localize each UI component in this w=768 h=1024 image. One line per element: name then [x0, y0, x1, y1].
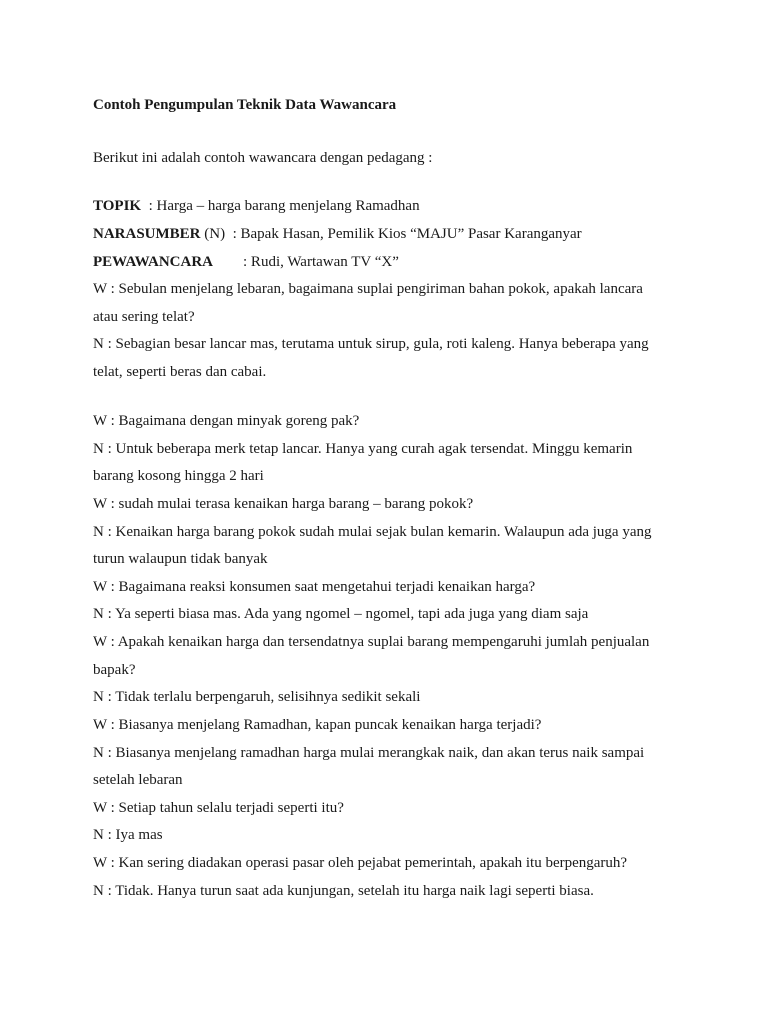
- dialogue-line: N : Ya seperti biasa mas. Ada yang ngomel – ngomel, tapi ada juga yang diam saja: [93, 606, 589, 622]
- pewawancara-value: : Rudi, Wartawan TV “X”: [213, 254, 399, 270]
- narasumber-value: (N) : Bapak Hasan, Pemilik Kios “MAJU” Pasar Karanganyar: [200, 226, 582, 242]
- dialogue-line: bapak?: [93, 662, 136, 678]
- dialogue-line: N : Untuk beberapa merk tetap lancar. Hanya yang curah agak tersendat. Minggu kemarin: [93, 441, 633, 457]
- topik-value: : Harga – harga barang menjelang Ramadhan: [141, 198, 420, 214]
- dialogue-line: atau sering telat?: [93, 309, 195, 325]
- dialogue-line: W : Apakah kenaikan harga dan tersendatnya suplai barang mempengaruhi jumlah penjualan: [93, 634, 650, 650]
- pewawancara-label: PEWAWANCARA: [93, 254, 214, 270]
- narasumber-line: [93, 225, 582, 243]
- dialogue-line: telat, seperti beras dan cabai.: [93, 364, 267, 380]
- dialogue-line: W : Sebulan menjelang lebaran, bagaimana suplai pengiriman bahan pokok, apakah lancara: [93, 281, 643, 297]
- narasumber-label: NARASUMBER: [93, 226, 201, 242]
- intro-text: Berikut ini adalah contoh wawancara dengan pedagang :: [93, 150, 433, 166]
- dialogue-line: N : Iya mas: [93, 827, 163, 843]
- dialogue-line: W : Bagaimana reaksi konsumen saat mengetahui terjadi kenaikan harga?: [93, 579, 536, 595]
- dialogue-line: N : Biasanya menjelang ramadhan harga mulai merangkak naik, dan akan terus naik sampai: [93, 745, 645, 761]
- dialogue-line: N : Kenaikan harga barang pokok sudah mulai sejak bulan kemarin. Walaupun ada juga yang: [93, 524, 652, 540]
- dialogue-line: W : Biasanya menjelang Ramadhan, kapan puncak kenaikan harga terjadi?: [93, 717, 542, 733]
- dialogue-line: W : Bagaimana dengan minyak goreng pak?: [93, 413, 360, 429]
- dialogue-line: W : sudah mulai terasa kenaikan harga barang – barang pokok?: [93, 496, 474, 512]
- dialogue-line: barang kosong hingga 2 hari: [93, 468, 264, 484]
- topik-label: TOPIK: [93, 198, 142, 214]
- dialogue-line: setelah lebaran: [93, 772, 183, 788]
- topik-line: [93, 197, 420, 215]
- document-title: Contoh Pengumpulan Teknik Data Wawancara: [93, 97, 397, 113]
- dialogue-line: turun walaupun tidak banyak: [93, 551, 268, 567]
- pewawancara-line: [93, 253, 399, 271]
- dialogue-line: N : Sebagian besar lancar mas, terutama untuk sirup, gula, roti kaleng. Hanya beberapa yang: [93, 336, 649, 352]
- dialogue-line: N : Tidak terlalu berpengaruh, selisihnya sedikit sekali: [93, 689, 421, 705]
- dialogue-line: N : Tidak. Hanya turun saat ada kunjungan, setelah itu harga naik lagi seperti biasa.: [93, 883, 594, 899]
- dialogue-line: W : Setiap tahun selalu terjadi seperti itu?: [93, 800, 344, 816]
- dialogue-line: W : Kan sering diadakan operasi pasar oleh pejabat pemerintah, apakah itu berpengaruh?: [93, 855, 628, 871]
